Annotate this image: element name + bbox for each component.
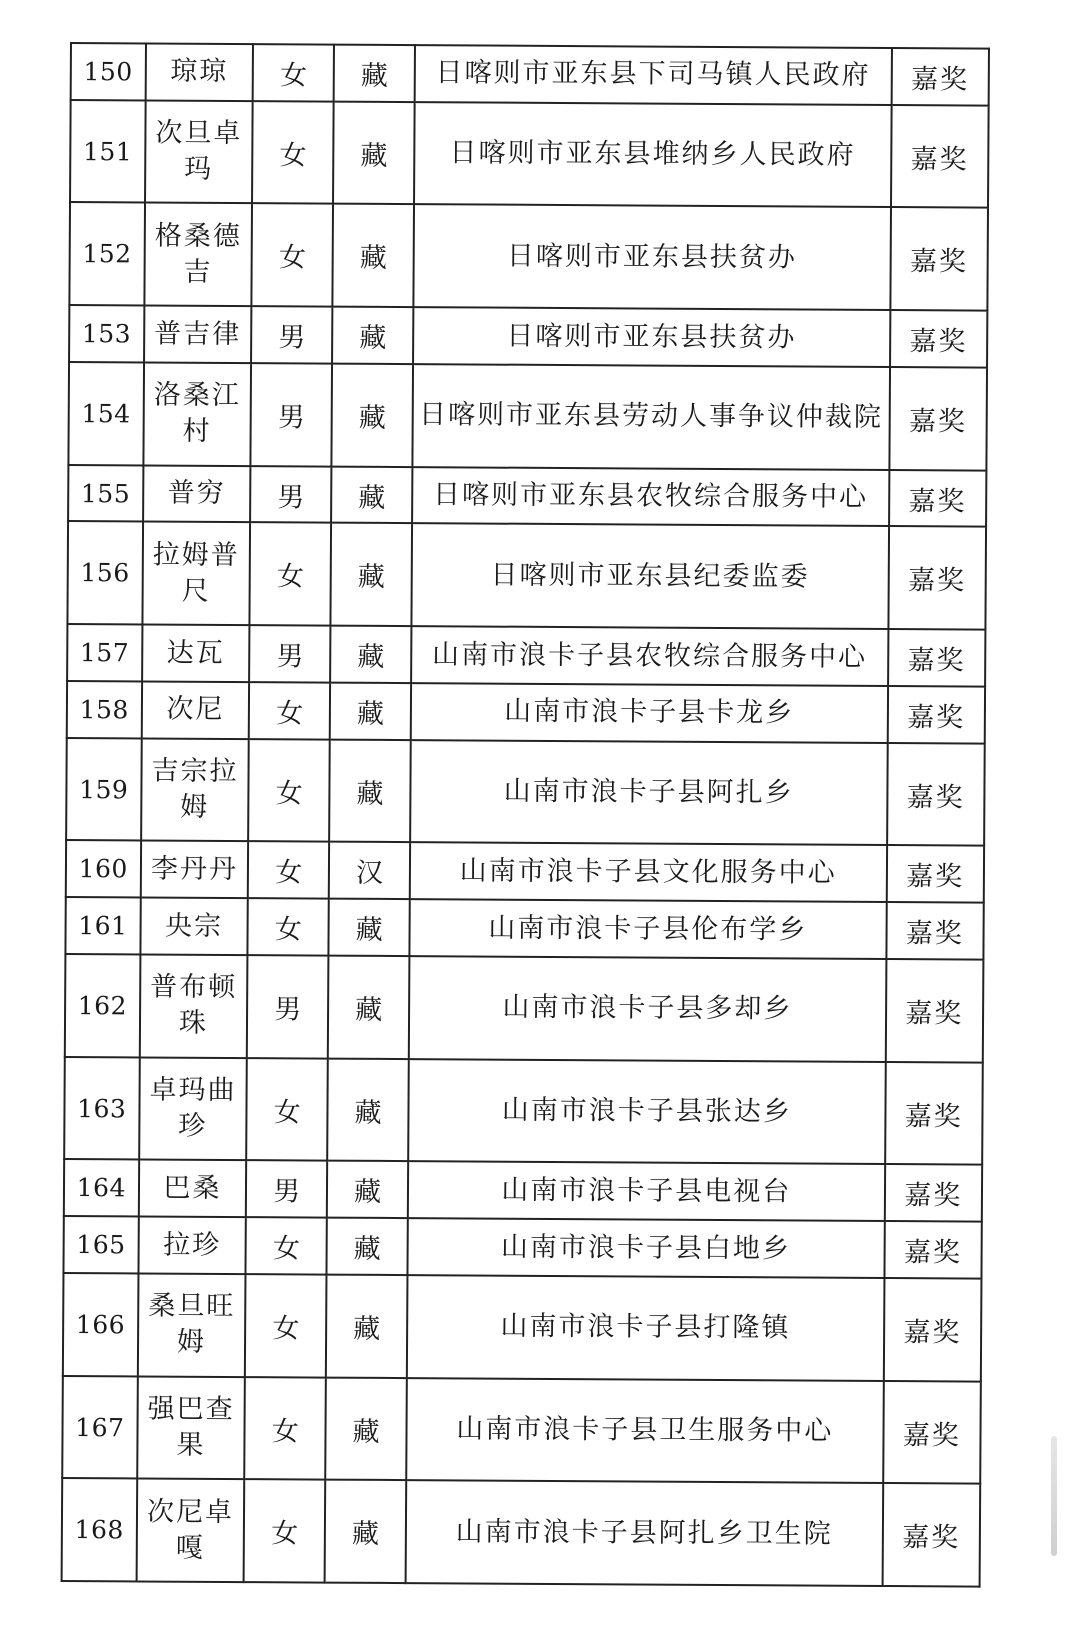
gender-cell (246, 1217, 327, 1274)
gender-cell-text: 女 (279, 139, 307, 172)
row-number-cell (67, 521, 142, 624)
ethnicity-cell (333, 204, 414, 307)
work-unit-cell-text: 日喀则市亚东县扶贫办 (506, 240, 798, 274)
name-cell (137, 1376, 245, 1479)
row-number-cell-text: 150 (83, 57, 133, 87)
table-row (63, 1216, 981, 1278)
work-unit-cell (414, 102, 891, 208)
award-cell-text: 嘉奖 (905, 998, 964, 1030)
award-cell (884, 1221, 982, 1278)
ethnicity-cell-text: 藏 (355, 914, 383, 947)
name-cell-text: 洛桑江村 (153, 379, 241, 448)
table-row (65, 954, 984, 1062)
work-unit-cell (411, 683, 888, 743)
row-number-cell (68, 465, 143, 522)
work-unit-cell-text: 日喀则市亚东县农牧综合服务中心 (432, 479, 869, 513)
row-number-cell-text: 159 (79, 774, 129, 804)
name-cell (143, 465, 251, 523)
work-unit-cell (413, 205, 890, 311)
name-cell (142, 522, 250, 625)
name-cell (140, 841, 248, 899)
ethnicity-cell-text: 藏 (359, 322, 387, 354)
award-cell (886, 845, 984, 902)
work-unit-cell (408, 1161, 885, 1221)
gender-cell-text: 男 (277, 481, 305, 513)
award-cell-text: 嘉奖 (906, 861, 965, 893)
work-unit-cell (412, 364, 889, 470)
work-unit-cell (411, 626, 888, 686)
work-unit-cell-text: 日喀则市亚东县纪委监委 (490, 559, 810, 593)
ethnicity-cell-text: 藏 (352, 1416, 380, 1448)
name-cell-text: 普吉律 (154, 318, 242, 350)
award-cell-text: 嘉奖 (902, 1522, 961, 1554)
work-unit-cell (409, 956, 886, 1062)
page-edge-shadow (1051, 1436, 1057, 1556)
ethnicity-cell (331, 466, 412, 523)
award-cell (885, 959, 983, 1062)
row-number-cell-text: 157 (79, 638, 130, 668)
name-cell (143, 362, 251, 465)
ethnicity-cell-text: 藏 (360, 140, 388, 172)
work-unit-cell-text: 山南市浪卡子县白地乡 (500, 1231, 792, 1265)
row-number-cell-text: 153 (81, 319, 132, 349)
ethnicity-cell (325, 1480, 406, 1583)
work-unit-cell-text: 山南市浪卡子县阿扎乡 (503, 775, 794, 809)
gender-cell-text: 女 (273, 1096, 301, 1129)
row-number-cell (69, 305, 144, 362)
work-unit-cell-text: 山南市浪卡子县多却乡 (502, 992, 793, 1025)
table-row (66, 840, 984, 902)
name-cell (144, 306, 252, 364)
ethnicity-cell (332, 307, 413, 364)
name-cell (139, 955, 247, 1058)
name-cell-text: 卓玛曲珍 (149, 1074, 237, 1142)
ethnicity-cell-text: 藏 (357, 562, 385, 594)
work-unit-cell (410, 740, 887, 846)
ethnicity-cell (331, 523, 412, 626)
name-cell-text: 拉姆普尺 (152, 539, 240, 607)
ethnicity-cell-text: 藏 (357, 641, 385, 673)
award-cell (887, 743, 985, 846)
work-unit-cell-text: 山南市浪卡子县卡龙乡 (504, 696, 795, 729)
award-cell-text: 嘉奖 (908, 485, 967, 518)
work-unit-cell (406, 1378, 883, 1484)
ethnicity-cell (325, 1377, 406, 1480)
name-cell (141, 681, 249, 739)
ethnicity-cell (333, 101, 414, 204)
row-number-cell-text: 168 (74, 1515, 124, 1545)
row-number-cell (67, 681, 142, 738)
work-unit-cell-text: 日喀则市亚东县扶贫办 (506, 320, 797, 353)
ethnicity-cell-text: 藏 (353, 1177, 382, 1209)
ethnicity-cell-text: 藏 (351, 1518, 380, 1551)
ethnicity-cell-text: 藏 (358, 402, 386, 434)
gender-cell-text: 女 (275, 777, 303, 810)
work-unit-cell (412, 467, 889, 527)
name-cell (145, 100, 253, 203)
table-row (71, 43, 989, 105)
name-cell-text: 次旦卓玛 (155, 117, 243, 186)
gender-cell-text: 女 (276, 698, 304, 730)
row-number-cell-text: 161 (78, 911, 128, 941)
gender-cell (251, 306, 332, 363)
ethnicity-cell-text: 汉 (355, 858, 384, 890)
gender-cell (251, 363, 332, 466)
row-number-cell (64, 1159, 139, 1216)
row-number-cell (69, 202, 144, 305)
gender-cell (247, 1058, 328, 1161)
award-cell-text: 嘉奖 (909, 326, 968, 358)
table-row (69, 305, 987, 367)
award-cell (884, 1164, 982, 1221)
ethnicity-cell-text: 藏 (360, 60, 388, 92)
table-body (62, 43, 989, 1587)
row-number-cell-text: 163 (77, 1093, 127, 1123)
table-row (62, 1376, 981, 1484)
row-number-cell-text: 155 (80, 478, 131, 508)
row-number-cell-text: 166 (75, 1309, 126, 1340)
row-number-cell (64, 1057, 139, 1160)
table-row (67, 681, 985, 743)
gender-cell-text: 女 (275, 857, 303, 889)
gender-cell (248, 898, 329, 955)
work-unit-cell-text: 日喀则市亚东县劳动人事争议仲裁院 (418, 399, 884, 434)
name-cell-text: 普穷 (167, 477, 226, 509)
gender-cell-text: 男 (276, 641, 304, 673)
row-number-cell-text: 162 (77, 991, 128, 1021)
table-row (67, 521, 986, 629)
row-number-cell-text: 165 (76, 1230, 126, 1260)
name-cell-text: 吉宗拉姆 (151, 755, 239, 823)
ethnicity-cell (326, 1275, 407, 1378)
work-unit-cell-text: 山南市浪卡子县卫生服务中心 (456, 1413, 834, 1447)
award-cell-text: 嘉奖 (907, 701, 966, 734)
ethnicity-cell (334, 45, 415, 102)
award-cell (891, 48, 989, 105)
name-cell-text: 次尼卓嘎 (146, 1496, 235, 1564)
gender-cell-text: 男 (273, 1176, 301, 1208)
name-cell-text: 巴桑 (163, 1172, 222, 1204)
award-cell-text: 嘉奖 (907, 565, 967, 597)
table-row (68, 465, 986, 527)
award-cell-text: 嘉奖 (906, 781, 965, 814)
award-cell (891, 105, 989, 208)
work-unit-cell (409, 899, 886, 959)
name-cell (136, 1479, 244, 1582)
award-cell-text: 嘉奖 (910, 143, 969, 176)
award-cell-text: 嘉奖 (904, 1180, 963, 1212)
gender-cell-text: 女 (274, 914, 302, 946)
table-row (63, 1273, 982, 1381)
table-row (66, 738, 985, 846)
work-unit-cell (410, 843, 887, 903)
name-cell (138, 1217, 246, 1275)
award-cell-text: 嘉奖 (905, 918, 964, 950)
ethnicity-cell (329, 842, 410, 899)
name-cell (141, 738, 249, 841)
work-unit-cell-text: 山南市浪卡子县文化服务中心 (459, 855, 837, 889)
ethnicity-cell (328, 956, 409, 1059)
award-cell (890, 310, 988, 367)
ethnicity-cell-text: 藏 (356, 698, 385, 730)
table-row (67, 624, 985, 686)
work-unit-cell-text: 山南市浪卡子县打隆镇 (500, 1311, 791, 1344)
work-unit-cell-text: 山南市浪卡子县张达乡 (501, 1094, 792, 1128)
award-cell-text: 嘉奖 (910, 64, 970, 96)
name-cell (142, 625, 250, 683)
ethnicity-cell-text: 藏 (354, 1097, 382, 1129)
name-cell (140, 898, 248, 956)
ethnicity-cell (327, 1218, 408, 1275)
row-number-cell-text: 152 (82, 239, 132, 269)
gender-cell-text: 女 (272, 1233, 300, 1265)
award-cell-text: 嘉奖 (902, 1419, 961, 1452)
gender-cell (252, 204, 333, 307)
table-row (64, 1159, 982, 1221)
name-cell (137, 1274, 245, 1377)
name-cell-text: 达瓦 (166, 637, 225, 669)
gender-cell-text: 女 (278, 242, 307, 274)
work-unit-cell (407, 1275, 884, 1381)
work-unit-cell-text: 山南市浪卡子县电视台 (501, 1174, 792, 1208)
row-number-cell-text: 164 (76, 1173, 126, 1203)
table-row (69, 202, 988, 310)
ethnicity-cell-text: 藏 (353, 1233, 381, 1266)
work-unit-cell-text: 日喀则市亚东县下司马镇人民政府 (435, 57, 871, 92)
gender-cell (245, 1274, 326, 1377)
gender-cell-text: 男 (277, 402, 306, 434)
row-number-cell (63, 1216, 138, 1273)
award-roster-table (61, 42, 990, 1588)
work-unit-cell (406, 1480, 883, 1586)
award-cell-text: 嘉奖 (907, 645, 966, 677)
document-page (61, 42, 990, 1588)
gender-cell-text: 女 (271, 1415, 299, 1447)
table-row (64, 1057, 983, 1165)
row-number-cell-text: 156 (80, 558, 130, 588)
ethnicity-cell (332, 364, 413, 467)
work-unit-cell-text: 山南市浪卡子县农牧综合服务中心 (431, 638, 868, 673)
name-cell (144, 203, 252, 306)
ethnicity-cell (327, 1161, 408, 1218)
gender-cell (248, 842, 329, 899)
name-cell (145, 43, 253, 101)
row-number-cell-text: 160 (78, 854, 128, 884)
gender-cell (253, 44, 334, 101)
gender-cell-text: 女 (276, 561, 305, 593)
ethnicity-cell (327, 1058, 408, 1161)
work-unit-cell (413, 307, 890, 367)
row-number-cell (70, 100, 145, 203)
table-row (62, 1478, 981, 1586)
gender-cell-text: 女 (279, 60, 308, 92)
name-cell-text: 琼琼 (170, 56, 229, 88)
work-unit-cell (407, 1218, 884, 1278)
ethnicity-cell-text: 藏 (353, 1313, 381, 1345)
award-cell (883, 1381, 981, 1484)
ethnicity-cell-text: 藏 (358, 482, 386, 514)
name-cell (138, 1160, 246, 1218)
award-cell-text: 嘉奖 (903, 1317, 962, 1349)
ethnicity-cell (329, 899, 410, 956)
gender-cell (250, 523, 331, 626)
award-cell-text: 嘉奖 (903, 1237, 962, 1269)
work-unit-cell (411, 524, 888, 630)
gender-cell-text: 男 (274, 994, 302, 1026)
award-cell (889, 470, 987, 527)
gender-cell-text: 女 (271, 1518, 299, 1550)
ethnicity-cell-text: 藏 (359, 243, 387, 275)
row-number-cell (62, 1376, 137, 1479)
ethnicity-cell (330, 683, 411, 740)
row-number-cell (62, 1478, 137, 1581)
row-number-cell (66, 738, 141, 841)
award-cell (885, 1062, 983, 1165)
work-unit-cell (408, 1059, 885, 1165)
name-cell-text: 次尼 (166, 693, 225, 726)
row-number-cell (65, 897, 140, 954)
work-unit-cell-text: 日喀则市亚东县堆纳乡人民政府 (449, 137, 856, 171)
award-cell-text: 嘉奖 (909, 246, 969, 278)
row-number-cell (65, 954, 140, 1057)
row-number-cell (63, 1273, 138, 1376)
row-number-cell-text: 154 (81, 398, 131, 429)
gender-cell (246, 1160, 327, 1217)
row-number-cell-text: 167 (75, 1412, 125, 1442)
name-cell-text: 拉珍 (163, 1229, 222, 1261)
award-cell (890, 208, 988, 311)
ethnicity-cell (329, 739, 410, 842)
gender-cell-text: 女 (272, 1313, 300, 1345)
name-cell-text: 普布顿珠 (150, 971, 238, 1040)
name-cell-text: 强巴查果 (147, 1393, 235, 1461)
work-unit-cell-text: 山南市浪卡子县阿扎乡卫生院 (455, 1516, 833, 1550)
gender-cell (248, 739, 329, 842)
name-cell-text: 桑旦旺姆 (148, 1290, 236, 1359)
award-cell (883, 1278, 981, 1381)
row-number-cell (67, 624, 142, 681)
table-row (70, 100, 989, 208)
award-cell (887, 686, 985, 743)
gender-cell-text: 男 (278, 322, 306, 354)
row-number-cell-text: 158 (79, 694, 129, 725)
gender-cell (247, 955, 328, 1058)
award-cell (888, 629, 986, 686)
award-cell (882, 1483, 980, 1586)
ethnicity-cell-text: 藏 (356, 778, 384, 810)
award-cell (889, 367, 987, 470)
award-cell (888, 526, 986, 629)
row-number-cell (66, 840, 141, 897)
award-cell-text: 嘉奖 (904, 1100, 963, 1133)
gender-cell (252, 101, 333, 204)
table-row (68, 362, 987, 470)
gender-cell (249, 682, 330, 739)
award-cell-text: 嘉奖 (908, 405, 968, 438)
gender-cell (249, 625, 330, 682)
row-number-cell-text: 151 (82, 136, 133, 167)
row-number-cell (71, 43, 146, 100)
gender-cell (244, 1479, 325, 1582)
name-cell (139, 1057, 247, 1160)
ethnicity-cell-text: 藏 (355, 994, 383, 1026)
name-cell-text: 格桑德吉 (154, 220, 242, 288)
gender-cell (250, 466, 331, 523)
table-row (65, 897, 983, 959)
ethnicity-cell (330, 626, 411, 683)
row-number-cell (68, 362, 143, 465)
work-unit-cell (415, 45, 892, 105)
award-cell (886, 902, 984, 959)
work-unit-cell-text: 山南市浪卡子县伦布学乡 (488, 912, 808, 946)
name-cell-text: 央宗 (164, 910, 224, 942)
gender-cell (245, 1377, 326, 1480)
name-cell-text: 李丹丹 (150, 853, 239, 885)
